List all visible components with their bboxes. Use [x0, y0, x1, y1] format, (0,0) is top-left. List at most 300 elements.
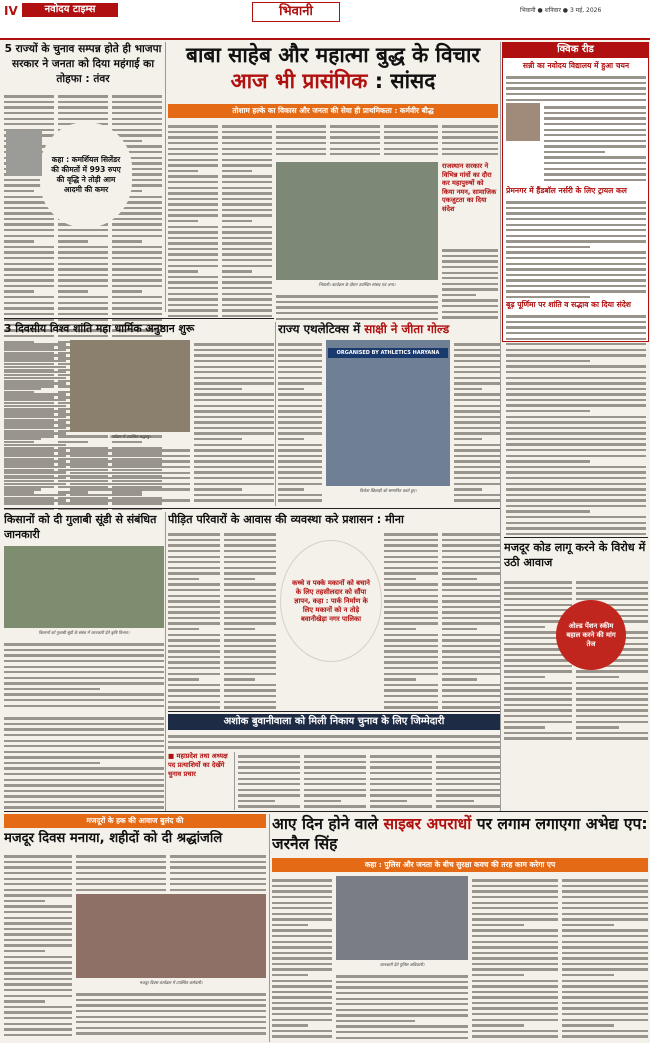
text-line: [222, 270, 252, 272]
text-line: [112, 263, 162, 265]
text-line: [168, 315, 218, 317]
article4-text-col2: [194, 340, 274, 505]
text-line: [370, 778, 432, 780]
text-line: [4, 410, 66, 412]
text-line: [4, 878, 72, 880]
text-line: [4, 795, 164, 797]
text-line: [454, 377, 500, 379]
text-line: [504, 659, 572, 661]
text-line: [194, 377, 274, 379]
text-line: [442, 266, 498, 268]
text-line: [112, 123, 162, 125]
text-line: [576, 687, 648, 689]
text-line: [112, 307, 162, 309]
text-line: [278, 499, 322, 501]
text-line: [370, 766, 432, 768]
text-line: [168, 253, 218, 255]
text-line: [506, 438, 646, 440]
article2-headline: [168, 42, 498, 94]
text-line: [70, 488, 190, 490]
text-line: [222, 198, 272, 200]
column-rule: [275, 322, 276, 506]
text-line: [4, 466, 66, 468]
text-line: [442, 606, 500, 608]
text-line: [442, 539, 500, 541]
text-line: [442, 595, 500, 597]
text-line: [224, 701, 276, 703]
text-line: [370, 789, 432, 791]
city-name: भिवानी: [252, 2, 340, 22]
text-line: [504, 698, 572, 700]
text-line: [454, 477, 500, 479]
text-line: [4, 399, 66, 401]
article8-text-col1: [504, 578, 572, 744]
text-line: [442, 288, 498, 290]
text-line: [506, 371, 646, 373]
text-line: [4, 279, 54, 281]
text-line: [4, 699, 164, 701]
text-line: [576, 581, 648, 583]
text-line: [472, 1035, 558, 1037]
text-line: [4, 866, 72, 868]
text-line: [576, 732, 648, 734]
text-line: [224, 622, 276, 624]
text-line: [222, 220, 252, 222]
column-rule: [165, 42, 166, 312]
article9-text-top: [168, 732, 500, 750]
text-line: [506, 235, 646, 237]
text-line: [336, 1014, 468, 1016]
text-line: [272, 985, 332, 987]
text-line: [222, 170, 252, 172]
text-line: [576, 693, 648, 695]
text-line: [562, 941, 648, 943]
text-line: [222, 315, 272, 317]
article2-text-col1: [168, 122, 218, 322]
text-line: [4, 1023, 72, 1025]
text-line: [562, 980, 648, 982]
text-line: [506, 404, 646, 406]
article2-text-col5: [384, 122, 438, 160]
text-line: [58, 257, 108, 259]
text-line: [576, 721, 648, 723]
text-line: [442, 583, 500, 585]
text-line: [278, 444, 322, 446]
article10-headline: मजदूर दिवस मनाया, शहीदों को दी श्रद्धांजलि: [4, 831, 223, 846]
text-line: [170, 872, 266, 874]
text-line: [442, 578, 477, 580]
article2-subhead-bar: [168, 104, 498, 118]
text-line: [224, 617, 276, 619]
text-line: [562, 991, 648, 993]
text-line: [506, 354, 646, 356]
text-line: [168, 561, 220, 563]
text-line: [384, 567, 438, 569]
text-line: [442, 305, 498, 307]
article8-badge-text: ओल्ड पेंशन स्कीम बहाल करने की मांग तेज: [566, 621, 616, 648]
text-line: [168, 237, 218, 239]
text-line: [370, 772, 432, 774]
text-line: [504, 693, 572, 695]
text-line: [576, 709, 648, 711]
text-line: [272, 974, 308, 976]
text-line: [194, 477, 274, 479]
text-line: [506, 471, 646, 473]
text-line: [4, 922, 72, 924]
text-line: [544, 156, 646, 158]
text-line: [504, 587, 572, 589]
text-line: [58, 101, 108, 103]
text-line: [336, 1003, 468, 1005]
text-line: [454, 382, 500, 384]
text-line: [4, 218, 54, 220]
text-line: [4, 1034, 72, 1036]
text-line: [442, 673, 500, 675]
text-line: [4, 790, 164, 792]
text-line: [472, 968, 558, 970]
text-line: [168, 226, 218, 228]
text-line: [168, 667, 220, 669]
text-line: [506, 212, 646, 214]
text-line: [4, 118, 54, 120]
text-line: [442, 611, 500, 613]
text-line: [562, 1002, 648, 1004]
text-line: [384, 661, 438, 663]
masthead: [0, 0, 650, 40]
text-line: [4, 773, 164, 775]
text-line: [442, 316, 498, 318]
text-line: [544, 123, 646, 125]
text-line: [4, 393, 66, 395]
text-line: [442, 550, 500, 552]
text-line: [442, 656, 500, 658]
text-line: [4, 693, 164, 695]
text-line: [336, 998, 468, 1000]
text-line: [4, 251, 54, 253]
text-line: [194, 349, 274, 351]
article11-headline-part2: पर लगाम लगाएगा अभेद्य एप: जरनैल सिंह: [272, 815, 648, 853]
text-line: [454, 366, 500, 368]
text-line: [442, 249, 498, 251]
text-line: [168, 214, 218, 216]
column-rule: [165, 512, 166, 812]
text-line: [506, 321, 646, 323]
text-line: [562, 963, 648, 965]
text-line: [442, 294, 476, 296]
text-line: [4, 296, 54, 298]
text-line: [4, 494, 66, 496]
text-line: [384, 583, 438, 585]
text-line: [384, 701, 438, 703]
text-line: [168, 281, 218, 283]
text-line: [168, 231, 218, 233]
text-line: [562, 885, 648, 887]
text-line: [506, 527, 646, 529]
text-line: [194, 360, 274, 362]
article1-photo: [6, 130, 42, 176]
text-line: [442, 572, 500, 574]
text-line: [4, 894, 72, 896]
text-line: [506, 494, 646, 496]
text-line: [544, 162, 646, 164]
text-line: [562, 924, 614, 926]
paper-name: नवोदय टाइम्स: [22, 3, 118, 17]
text-line: [58, 246, 108, 248]
text-line: [76, 1021, 266, 1023]
text-line: [224, 684, 276, 686]
text-line: [330, 153, 380, 155]
article4-text-col1: [4, 340, 66, 505]
article10-caption: मजदूर दिवस कार्यक्रम में उपस्थित कर्मचारी।: [139, 980, 203, 985]
text-line: [76, 866, 166, 868]
text-line: [442, 142, 498, 144]
text-line: [304, 805, 366, 807]
text-line: [454, 399, 500, 401]
text-line: [170, 878, 266, 880]
text-line: [272, 996, 332, 998]
text-line: [70, 449, 190, 451]
text-line: [472, 902, 558, 904]
text-line: [168, 170, 198, 172]
text-line: [506, 388, 646, 390]
text-line: [224, 544, 276, 546]
text-line: [224, 667, 276, 669]
text-line: [224, 695, 276, 697]
article10-text-col3: [170, 852, 266, 892]
text-line: [112, 223, 162, 225]
text-line: [224, 606, 276, 608]
article11-caption: जानकारी देते पुलिस अधिकारी।: [379, 962, 425, 967]
text-line: [168, 131, 218, 133]
text-line: [224, 561, 276, 563]
quick-read-headline1: सन्नी का नवोदय विद्यालय में हुआ चयन: [522, 61, 630, 70]
text-line: [272, 1030, 332, 1032]
text-line: [4, 989, 72, 991]
separator: [4, 508, 500, 509]
text-line: [562, 929, 648, 931]
text-line: [506, 285, 646, 287]
text-line: [58, 235, 108, 237]
text-line: [272, 885, 332, 887]
text-line: [562, 879, 648, 881]
text-line: [168, 270, 198, 272]
text-line: [506, 326, 646, 328]
text-line: [384, 148, 438, 150]
text-line: [70, 494, 142, 496]
text-line: [194, 499, 274, 501]
text-line: [112, 246, 162, 248]
text-line: [504, 626, 545, 628]
text-line: [168, 203, 218, 205]
text-line: [472, 913, 558, 915]
text-line: [238, 783, 300, 785]
text-line: [4, 900, 45, 902]
text-line: [472, 1019, 558, 1021]
text-line: [70, 460, 190, 462]
text-line: [442, 667, 500, 669]
text-line: [562, 1013, 648, 1015]
text-line: [272, 896, 332, 898]
text-line: [168, 153, 218, 155]
text-line: [4, 705, 164, 707]
text-line: [442, 283, 498, 285]
text-line: [4, 779, 164, 781]
text-line: [224, 706, 276, 708]
text-line: [454, 405, 500, 407]
article5-headline: [278, 322, 500, 336]
text-line: [384, 550, 438, 552]
text-line: [194, 343, 274, 345]
text-line: [384, 667, 438, 669]
text-line: [454, 354, 500, 356]
text-line: [58, 268, 108, 270]
text-line: [506, 290, 646, 292]
text-line: [544, 134, 646, 136]
text-line: [454, 499, 500, 501]
text-line: [304, 800, 341, 802]
text-line: [506, 296, 590, 298]
article6-text: [4, 640, 164, 710]
text-line: [224, 595, 276, 597]
text-line: [442, 589, 500, 591]
text-line: [58, 112, 108, 114]
text-line: [238, 772, 300, 774]
text-line: [4, 499, 66, 501]
text-line: [4, 290, 34, 292]
text-line: [384, 634, 438, 636]
text-line: [224, 572, 276, 574]
text-line: [442, 617, 500, 619]
text-line: [562, 913, 648, 915]
article5-headline-highlight: साक्षी ने जीता गोल्ड: [364, 322, 450, 336]
text-line: [504, 604, 572, 606]
text-line: [194, 455, 274, 457]
text-line: [442, 645, 500, 647]
text-line: [170, 855, 266, 857]
text-line: [4, 983, 72, 985]
text-line: [384, 678, 416, 680]
text-line: [4, 285, 54, 287]
text-line: [278, 343, 322, 345]
text-line: [168, 125, 218, 127]
text-line: [562, 985, 648, 987]
text-line: [194, 382, 274, 384]
article2-text-col6: [442, 122, 498, 160]
text-line: [506, 229, 646, 231]
article1-headline: 5 राज्यों के चुनाव सम्पन्न होते ही भाजपा सरकार ने जनता को दिया महंगाई का तोहफा : तंवर: [4, 43, 162, 85]
text-line: [194, 483, 274, 485]
text-line: [4, 751, 164, 753]
text-line: [436, 794, 500, 796]
text-line: [454, 488, 482, 490]
text-line: [76, 861, 166, 863]
text-line: [442, 125, 498, 127]
text-line: [168, 639, 220, 641]
text-line: [336, 975, 468, 977]
text-line: [370, 800, 407, 802]
text-line: [504, 670, 572, 672]
article6-photo: [4, 546, 164, 628]
text-line: [562, 968, 648, 970]
text-line: [384, 561, 438, 563]
text-line: [222, 181, 272, 183]
text-line: [238, 800, 275, 802]
text-line: [384, 645, 438, 647]
text-line: [384, 617, 438, 619]
text-line: [278, 349, 322, 351]
article9-sidebar-title: ■ महाप्रदेश तथा अध्यक्ष पद प्रत्याशियों का देखेंगे चुनाव प्रचार: [168, 752, 228, 778]
text-line: [70, 472, 190, 474]
text-line: [112, 229, 162, 231]
text-line: [454, 471, 500, 473]
text-line: [168, 293, 218, 295]
text-line: [4, 349, 66, 351]
text-line: [222, 226, 272, 228]
text-line: [384, 136, 438, 138]
text-line: [506, 499, 646, 501]
text-line: [278, 477, 322, 479]
text-line: [504, 598, 572, 600]
text-line: [168, 673, 220, 675]
text-line: [384, 539, 438, 541]
text-line: [472, 991, 558, 993]
text-line: [304, 772, 366, 774]
text-line: [436, 783, 500, 785]
text-line: [168, 164, 218, 166]
text-line: [4, 257, 54, 259]
text-line: [384, 578, 416, 580]
text-line: [506, 522, 646, 524]
text-line: [168, 572, 220, 574]
article11-headline-highlight: साइबर अपराधों: [383, 815, 472, 833]
text-line: [4, 263, 54, 265]
text-line: [384, 595, 438, 597]
text-line: [4, 801, 164, 803]
text-line: [506, 360, 590, 362]
text-line: [454, 438, 482, 440]
text-line: [384, 131, 438, 133]
text-line: [168, 309, 218, 311]
text-line: [112, 268, 162, 270]
text-line: [194, 427, 274, 429]
text-line: [112, 235, 162, 237]
text-line: [168, 242, 218, 244]
text-line: [562, 902, 648, 904]
text-line: [506, 365, 646, 367]
text-line: [238, 755, 300, 757]
text-line: [168, 656, 220, 658]
text-line: [222, 209, 272, 211]
text-line: [4, 767, 164, 769]
text-line: [454, 421, 500, 423]
text-line: [272, 941, 332, 943]
text-line: [4, 449, 66, 451]
text-line: [506, 432, 646, 434]
article7-text-col4: [442, 530, 500, 710]
text-line: [384, 606, 438, 608]
text-line: [4, 1000, 45, 1002]
article2-text-col4: [330, 122, 380, 160]
text-line: [4, 956, 72, 958]
text-line: [224, 689, 276, 691]
text-line: [504, 581, 572, 583]
text-line: [330, 136, 380, 138]
text-line: [168, 181, 218, 183]
text-line: [384, 689, 438, 691]
text-line: [576, 587, 648, 589]
text-line: [504, 732, 572, 734]
article7-inset-text: कच्चे व पक्के मकानों को बचाने के लिए तहसीलदार को सौंपा ज्ञापन, कहा : पार्क निर्माण के लिए मकानों को न तोड़े बवानीखेड़ा नगर पालिका: [292, 578, 370, 623]
